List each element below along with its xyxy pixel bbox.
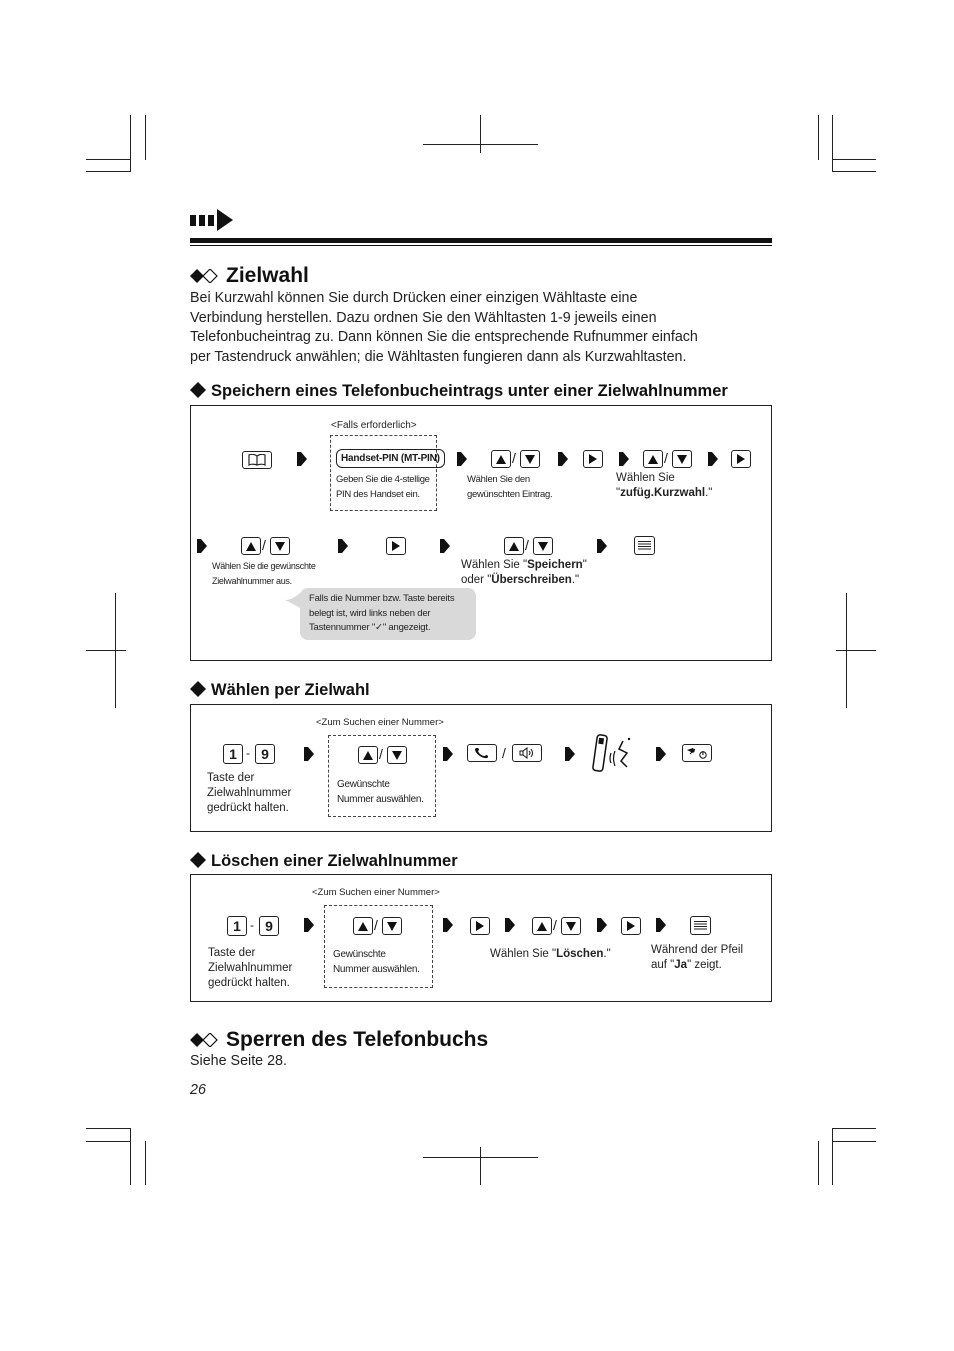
crop-mark — [832, 115, 833, 172]
crop-mark — [480, 115, 481, 153]
step-arrow-icon — [304, 744, 314, 764]
down-key — [270, 537, 290, 555]
slash-separator: / — [502, 745, 506, 761]
save-instruction: oder "Überschreiben." — [461, 574, 580, 586]
sperren-reference: Siehe Seite 28. — [190, 1053, 287, 1069]
down-key — [382, 917, 402, 935]
hold-instruction: Taste der — [208, 947, 256, 959]
number-instruction: Wählen Sie die gewünschte — [212, 561, 316, 571]
crop-mark — [86, 1128, 130, 1129]
down-triangle-icon — [392, 751, 402, 760]
up-key — [353, 917, 373, 935]
menu-key — [690, 916, 711, 935]
confirm-instruction: auf "Ja" zeigt. — [651, 959, 722, 971]
step-arrow-icon — [443, 744, 453, 764]
page-arrow-icon — [190, 206, 235, 234]
speakerphone-key-icon — [518, 747, 536, 759]
hold-instruction: gedrückt halten. — [207, 802, 289, 814]
slash-separator: / — [525, 537, 529, 553]
down-triangle-icon — [566, 922, 576, 931]
slash-separator: / — [512, 450, 516, 466]
up-key — [532, 917, 552, 935]
crop-mark — [832, 159, 876, 160]
right-triangle-icon — [392, 541, 400, 551]
menu-soft-key-icon — [694, 920, 707, 931]
entry-instruction: Wählen Sie den — [467, 474, 530, 485]
right-triangle-icon — [589, 454, 597, 464]
step-arrow-icon — [304, 915, 314, 935]
diamond-icon — [190, 852, 206, 868]
handset-talking-icon — [589, 733, 637, 773]
entry-instruction: gewünschten Eintrag. — [467, 489, 553, 500]
up-key — [504, 537, 524, 555]
pin-key: Handset-PIN (MT-PIN) — [336, 449, 445, 468]
crop-mark — [832, 1128, 876, 1129]
step-arrow-icon — [443, 915, 453, 935]
right-key — [731, 450, 751, 468]
up-triangle-icon — [648, 455, 658, 464]
digit-key-9: 9 — [259, 916, 279, 936]
up-triangle-icon — [358, 922, 368, 931]
up-key — [241, 537, 261, 555]
down-triangle-icon — [275, 542, 285, 551]
step-arrow-icon — [565, 744, 575, 764]
crop-mark — [832, 1128, 833, 1185]
crop-mark — [86, 1141, 130, 1142]
step-arrow-icon — [297, 449, 307, 469]
step-arrow-icon — [656, 744, 666, 764]
down-triangle-icon — [525, 455, 535, 464]
crop-mark — [130, 115, 131, 172]
crop-mark — [832, 171, 876, 172]
step-arrow-icon — [656, 915, 666, 935]
digit-key-1: 1 — [227, 916, 247, 936]
right-key — [583, 450, 603, 468]
step-arrow-icon — [558, 449, 568, 469]
up-triangle-icon — [537, 922, 547, 931]
step-arrow-icon — [597, 536, 607, 556]
right-triangle-icon — [627, 921, 635, 931]
up-triangle-icon — [509, 542, 519, 551]
up-triangle-icon — [496, 455, 506, 464]
slash-separator: / — [664, 450, 668, 466]
step-arrow-icon — [197, 536, 207, 556]
procedure-panel-speichern — [190, 405, 772, 661]
crop-mark — [423, 1157, 538, 1158]
note-bubble: Falls die Nummer bzw. Taste bereits belegt ist, wird links neben der Tastennummer "✓" angezeigt. — [300, 588, 476, 640]
menu-key — [634, 536, 655, 555]
diamond-icon — [190, 681, 206, 697]
speaker-key — [512, 744, 542, 762]
check-mark-icon: ✓ — [375, 622, 383, 633]
talk-key — [467, 744, 497, 762]
up-triangle-icon — [246, 542, 256, 551]
double-diamond-icon — [190, 269, 218, 283]
slash-separator: / — [374, 917, 378, 933]
crop-mark — [86, 171, 130, 172]
select-instruction: Nummer auswählen. — [337, 794, 424, 805]
save-instruction: Wählen Sie "Speichern" — [461, 559, 587, 571]
down-triangle-icon — [538, 542, 548, 551]
off-key-icon — [686, 747, 708, 759]
step-arrow-icon — [708, 449, 718, 469]
down-key — [672, 450, 692, 468]
select-instruction: Gewünschte — [337, 779, 390, 790]
crop-mark — [130, 1128, 131, 1185]
menu-soft-key-icon — [638, 540, 651, 551]
down-key — [561, 917, 581, 935]
optional-step-label: <Falls erforderlich> — [331, 420, 417, 431]
section-title-sperren: Sperren des Telefonbuchs — [190, 1028, 488, 1052]
double-diamond-icon — [190, 1033, 218, 1047]
step-arrow-icon — [440, 536, 450, 556]
down-triangle-icon — [387, 922, 397, 931]
slash-separator: / — [553, 917, 557, 933]
diamond-icon — [190, 382, 206, 398]
subsection-title-speichern: Speichern eines Telefonbucheintrags unter einer Zielwahlnummer — [190, 382, 728, 401]
hold-instruction: Zielwahlnummer — [208, 962, 293, 974]
up-key — [643, 450, 663, 468]
down-triangle-icon — [677, 455, 687, 464]
right-key — [621, 917, 641, 935]
page-number: 26 — [190, 1082, 206, 1098]
phonebook-key-icon — [248, 454, 266, 466]
crop-mark — [818, 1141, 819, 1185]
step-arrow-icon — [597, 915, 607, 935]
step-arrow-icon — [505, 915, 515, 935]
crop-mark — [86, 159, 130, 160]
intro-paragraph: Bei Kurzwahl können Sie durch Drücken einer einzigen Wähltaste eine Verbindung herstellen. Dazu ordnen Sie den Wähltasten 1-9 jeweils einen Telefonbucheintrag zu. Dann können Sie die entsprechende Rufnummer einfach per Tastendruck anwählen; die Wähltasten fungieren dann als Kurzwahltasten. — [190, 290, 698, 365]
slash-separator: / — [379, 746, 383, 762]
optional-step-label: <Zum Suchen einer Nummer> — [312, 887, 440, 898]
hold-instruction: Zielwahlnummer — [207, 787, 292, 799]
digit-key-1: 1 — [223, 744, 243, 764]
digit-key-9: 9 — [255, 744, 275, 764]
subsection-title-loeschen: Löschen einer Zielwahlnummer — [190, 852, 458, 871]
step-arrow-icon — [457, 449, 467, 469]
crop-mark — [145, 1141, 146, 1185]
hold-instruction: gedrückt halten. — [208, 977, 290, 989]
choose-instruction: "zufüg.Kurzwahl." — [616, 487, 713, 499]
crop-mark — [423, 144, 538, 145]
down-key — [520, 450, 540, 468]
choose-instruction: Wählen Sie — [616, 472, 675, 484]
right-key — [470, 917, 490, 935]
step-arrow-icon — [338, 536, 348, 556]
slash-separator: / — [262, 537, 266, 553]
up-key — [358, 746, 378, 764]
down-key — [387, 746, 407, 764]
down-key — [533, 537, 553, 555]
right-triangle-icon — [476, 921, 484, 931]
confirm-instruction: Während der Pfeil — [651, 944, 744, 956]
pin-instruction: Geben Sie die 4-stellige — [336, 474, 430, 485]
range-dash: - — [246, 746, 250, 760]
crop-mark — [836, 650, 876, 651]
up-triangle-icon — [363, 751, 373, 760]
header-rule — [190, 238, 772, 243]
select-instruction: Gewünschte — [333, 949, 386, 960]
crop-mark — [832, 1141, 876, 1142]
phonebook-key — [242, 451, 272, 469]
step-arrow-icon — [619, 449, 629, 469]
number-instruction: Zielwahlnummer aus. — [212, 576, 292, 586]
crop-mark — [145, 115, 146, 160]
section-title-zielwahl: Zielwahl — [190, 264, 309, 288]
hold-instruction: Taste der — [207, 772, 255, 784]
optional-step-label: <Zum Suchen einer Nummer> — [316, 717, 444, 728]
header-rule — [190, 245, 772, 246]
right-key — [386, 537, 406, 555]
up-key — [491, 450, 511, 468]
pin-instruction: PIN des Handset ein. — [336, 489, 420, 500]
right-triangle-icon — [737, 454, 745, 464]
subsection-title-waehlen: Wählen per Zielwahl — [190, 681, 370, 700]
off-key — [682, 744, 712, 762]
crop-mark — [818, 115, 819, 160]
crop-mark — [86, 650, 126, 651]
crop-mark — [480, 1147, 481, 1185]
talk-key-icon — [473, 747, 491, 759]
select-instruction: Nummer auswählen. — [333, 964, 420, 975]
range-dash: - — [250, 918, 254, 932]
delete-instruction: Wählen Sie "Löschen." — [490, 948, 611, 960]
